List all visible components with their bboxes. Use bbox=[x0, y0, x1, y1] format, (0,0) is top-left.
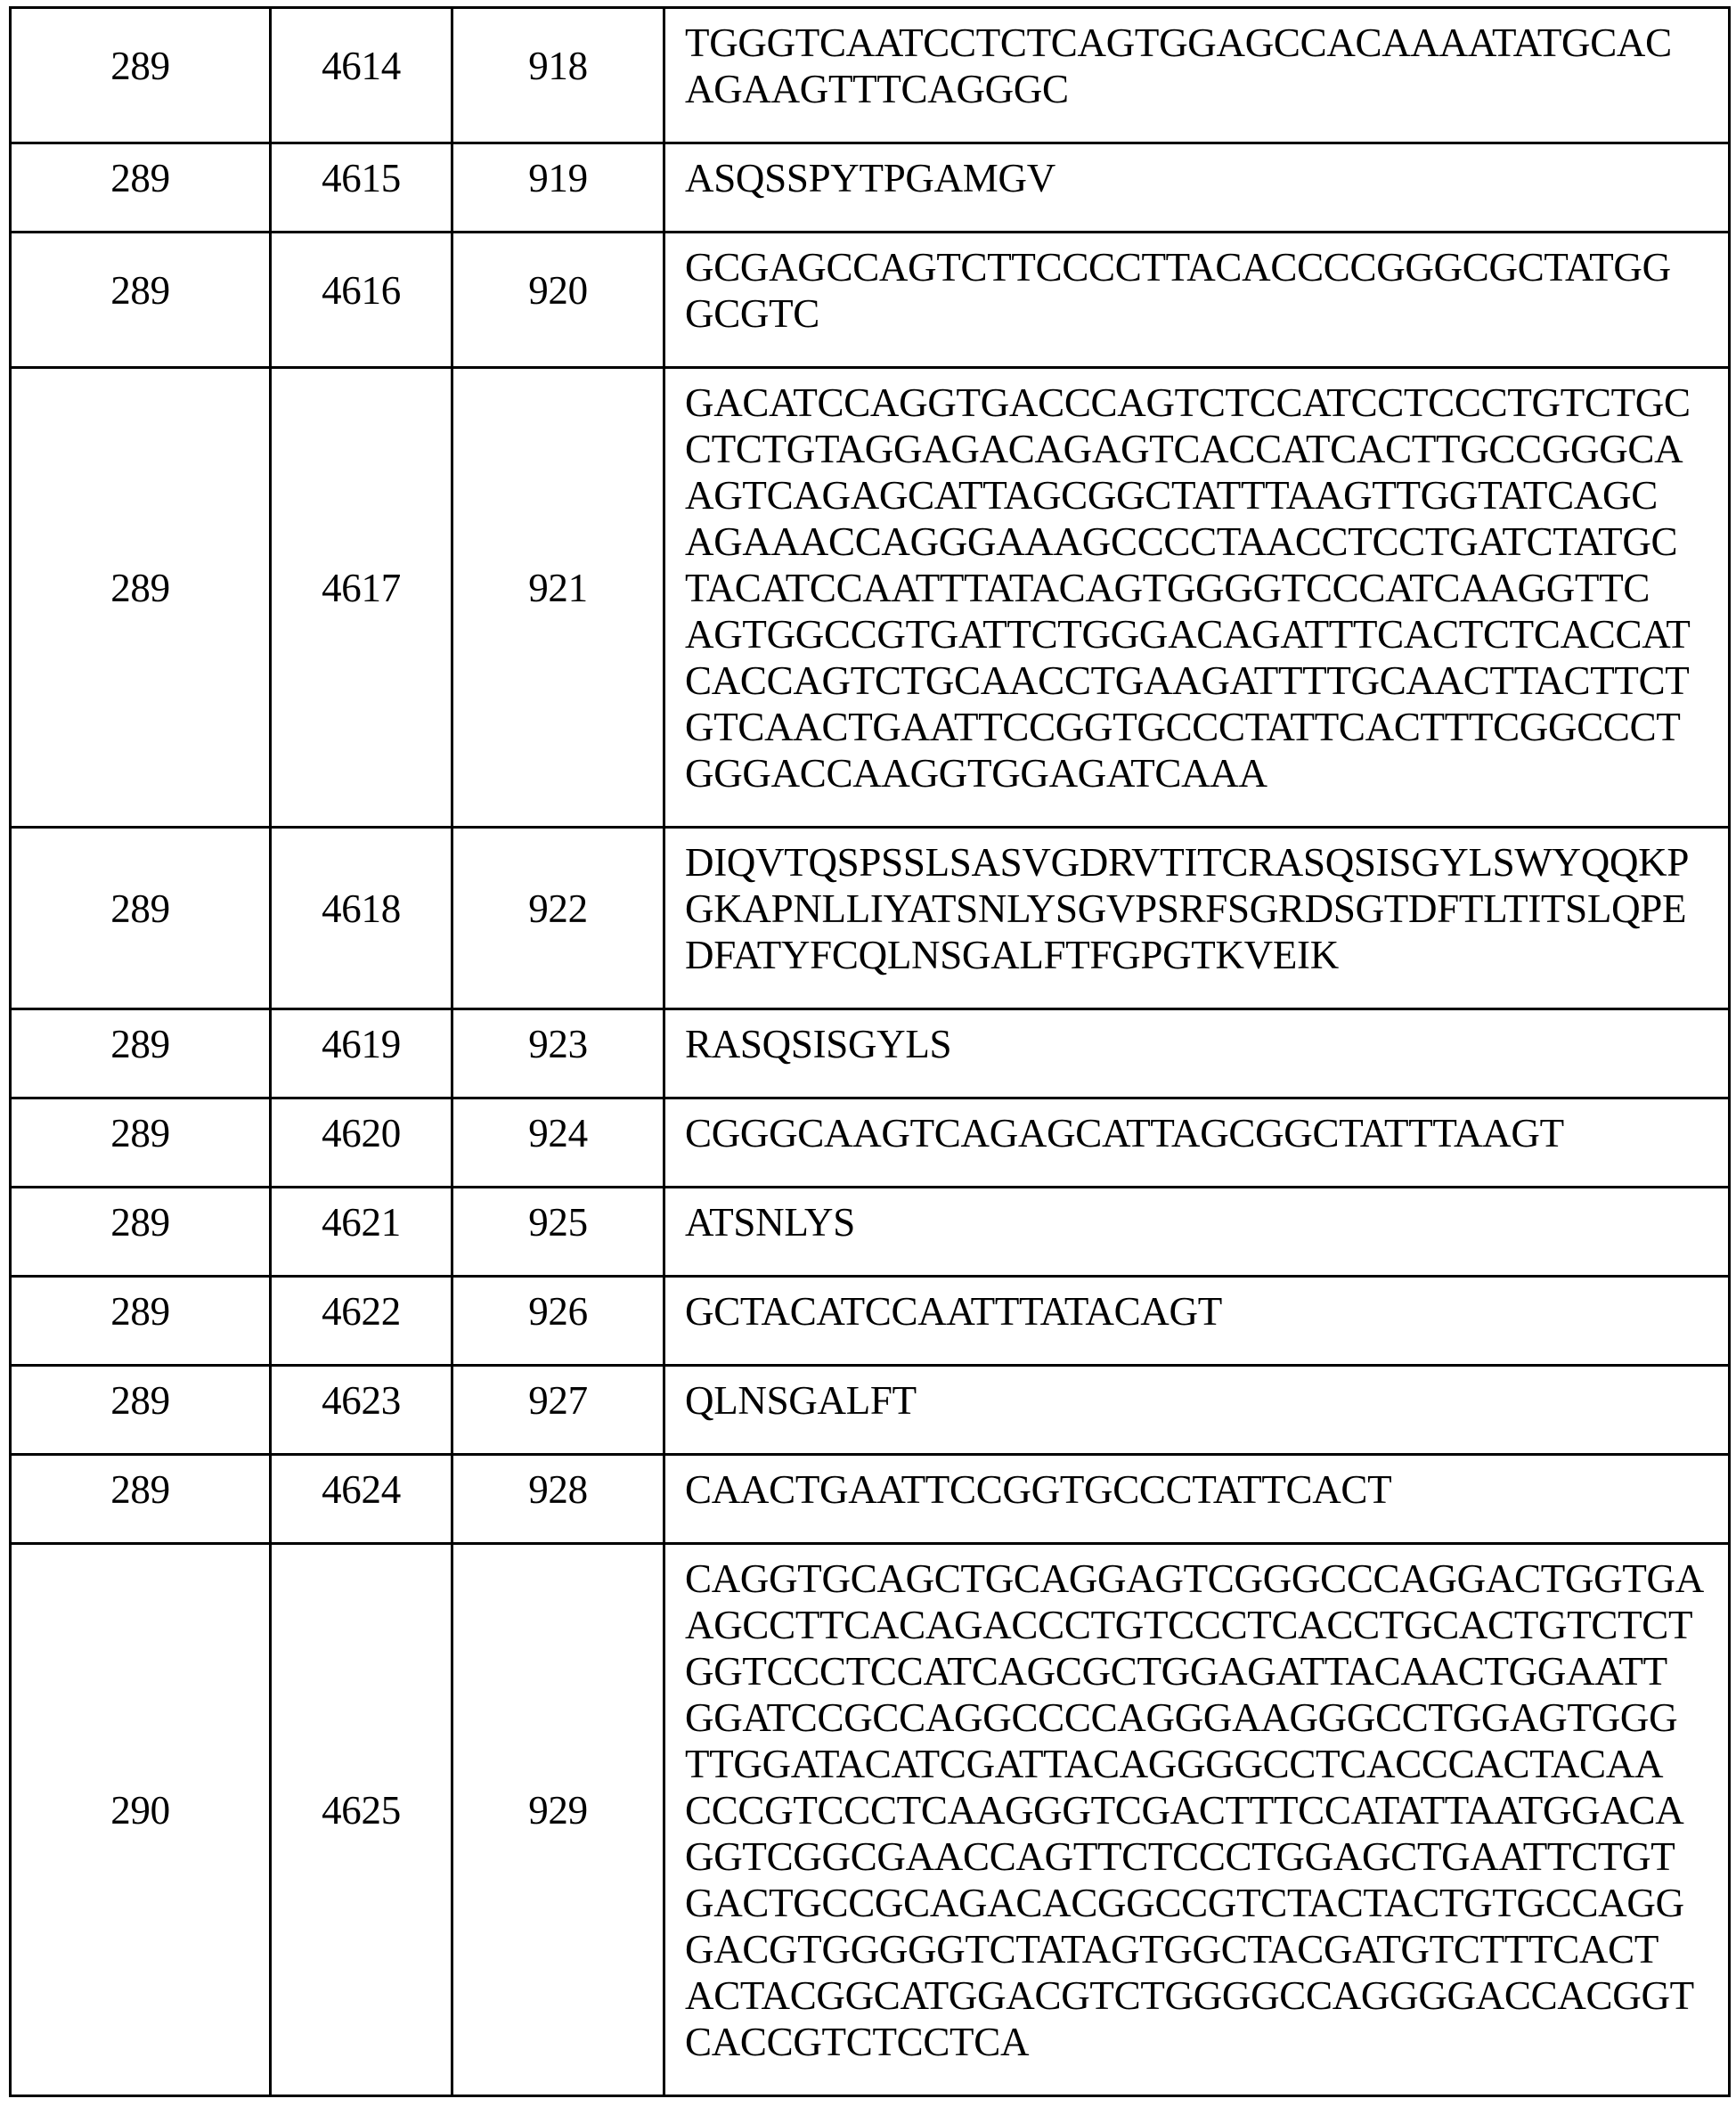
sequence-line: GGGACCAAGGTGGAGATCAAA bbox=[685, 750, 1723, 796]
sequence-line: DIQVTQSPSSLSASVGDRVTITCRASQSISGYLSWYQQKP bbox=[685, 839, 1723, 886]
cell-value: 289 bbox=[12, 1199, 269, 1245]
cell-col3 bbox=[452, 1366, 664, 1455]
cell-col1 bbox=[11, 1098, 271, 1188]
cell-value: 4615 bbox=[272, 155, 451, 201]
cell-col1 bbox=[11, 828, 271, 1009]
sequence-line: CTCTGTAGGAGACAGAGTCACCATCACTTGCCGGGCA bbox=[685, 426, 1723, 472]
cell-value: 289 bbox=[12, 267, 269, 314]
sequence-line: GKAPNLLIYATSNLYSGVPSRFSGRDSGTDFTLTITSLQPE bbox=[685, 886, 1723, 932]
sequence-line: GTCAACTGAATTCCGGTGCCCTATTCACTTTCGGCCCT bbox=[685, 704, 1723, 750]
cell-value: 4614 bbox=[272, 43, 451, 89]
cell-sequence bbox=[664, 368, 1730, 828]
cell-sequence bbox=[664, 1455, 1730, 1544]
cell-col1 bbox=[11, 1009, 271, 1098]
sequence-line: AGAAACCAGGGAAAGCCCCTAACCTCCTGATCTATGC bbox=[685, 519, 1723, 565]
cell-col1 bbox=[11, 1366, 271, 1455]
cell-sequence bbox=[664, 1277, 1730, 1366]
cell-value: 289 bbox=[12, 155, 269, 201]
sequence-line: CACCGTCTCCTCA bbox=[685, 2019, 1723, 2065]
cell-col1 bbox=[11, 143, 271, 233]
sequence-line: ACTACGGCATGGACGTCTGGGGCCAGGGGACCACGGT bbox=[685, 1972, 1723, 2019]
cell-value: 289 bbox=[12, 1466, 269, 1513]
cell-col2 bbox=[271, 1098, 452, 1188]
table-row bbox=[11, 233, 1730, 368]
sequence-line: CCCGTCCCTCAAGGGTCGACTTTCCATATTAATGGACA bbox=[685, 1787, 1723, 1833]
sequence-line: AGCCTTCACAGACCCTGTCCCTCACCTGCACTGTCTCT bbox=[685, 1602, 1723, 1648]
cell-value: 922 bbox=[453, 886, 663, 932]
cell-sequence bbox=[664, 1098, 1730, 1188]
cell-value: 921 bbox=[453, 565, 663, 611]
cell-value: 925 bbox=[453, 1199, 663, 1245]
cell-col3 bbox=[452, 1544, 664, 2096]
table-row bbox=[11, 143, 1730, 233]
cell-sequence bbox=[664, 143, 1730, 233]
sequence-line: GCGAGCCAGTCTTCCCCTTACACCCCGGGCGCTATGG bbox=[685, 244, 1723, 290]
cell-col3 bbox=[452, 1455, 664, 1544]
cell-sequence bbox=[664, 1009, 1730, 1098]
sequence-line: GCGTC bbox=[685, 290, 1723, 337]
cell-value: 928 bbox=[453, 1466, 663, 1513]
cell-col2 bbox=[271, 828, 452, 1009]
sequence-line: TTGGATACATCGATTACAGGGGCCTCACCCACTACAA bbox=[685, 1741, 1723, 1787]
cell-col3 bbox=[452, 368, 664, 828]
cell-value: 4617 bbox=[272, 565, 451, 611]
table-row bbox=[11, 828, 1730, 1009]
cell-col2 bbox=[271, 1455, 452, 1544]
sequence-line: GACATCCAGGTGACCCAGTCTCCATCCTCCCTGTCTGC bbox=[685, 380, 1723, 426]
cell-col2 bbox=[271, 8, 452, 143]
cell-value: 923 bbox=[453, 1021, 663, 1067]
cell-value: 920 bbox=[453, 267, 663, 314]
cell-value: 4620 bbox=[272, 1110, 451, 1156]
cell-col3 bbox=[452, 828, 664, 1009]
sequence-line: GACGTGGGGGTCTATAGTGGCTACGATGTCTTTCACT bbox=[685, 1926, 1723, 1972]
table-row bbox=[11, 1098, 1730, 1188]
sequence-line: ASQSSPYTPGAMGV bbox=[685, 155, 1723, 201]
cell-value: 289 bbox=[12, 1110, 269, 1156]
table-row bbox=[11, 1455, 1730, 1544]
sequence-table bbox=[9, 6, 1731, 2097]
table-row bbox=[11, 1544, 1730, 2096]
cell-value: 4622 bbox=[272, 1288, 451, 1335]
sequence-line: CACCAGTCTGCAACCTGAAGATTTTGCAACTTACTTCT bbox=[685, 657, 1723, 704]
cell-value: 4619 bbox=[272, 1021, 451, 1067]
cell-value: 4616 bbox=[272, 267, 451, 314]
sequence-line: GGATCCGCCAGGCCCCAGGGAAGGGCCTGGAGTGGG bbox=[685, 1694, 1723, 1741]
sequence-line: AGTCAGAGCATTAGCGGCTATTTAAGTTGGTATCAGC bbox=[685, 472, 1723, 519]
sequence-line: CAGGTGCAGCTGCAGGAGTCGGGCCCAGGACTGGTGA bbox=[685, 1556, 1723, 1602]
table-row bbox=[11, 368, 1730, 828]
cell-value: 929 bbox=[453, 1787, 663, 1833]
cell-value: 927 bbox=[453, 1377, 663, 1424]
cell-col3 bbox=[452, 233, 664, 368]
sequence-line: AGAAGTTTCAGGGC bbox=[685, 66, 1723, 112]
cell-col2 bbox=[271, 143, 452, 233]
cell-col2 bbox=[271, 233, 452, 368]
cell-value: 918 bbox=[453, 43, 663, 89]
sequence-line: RASQSISGYLS bbox=[685, 1021, 1723, 1067]
cell-sequence bbox=[664, 8, 1730, 143]
cell-value: 289 bbox=[12, 886, 269, 932]
cell-col1 bbox=[11, 1544, 271, 2096]
cell-sequence bbox=[664, 828, 1730, 1009]
cell-col3 bbox=[452, 1098, 664, 1188]
cell-sequence bbox=[664, 1366, 1730, 1455]
sequence-line: CGGGCAAGTCAGAGCATTAGCGGCTATTTAAGT bbox=[685, 1110, 1723, 1156]
cell-value: 289 bbox=[12, 565, 269, 611]
cell-col1 bbox=[11, 1277, 271, 1366]
cell-value: 290 bbox=[12, 1787, 269, 1833]
table-row bbox=[11, 1188, 1730, 1277]
sequence-line: DFATYFCQLNSGALFTFGPGTKVEIK bbox=[685, 932, 1723, 978]
table-row bbox=[11, 8, 1730, 143]
cell-col1 bbox=[11, 233, 271, 368]
cell-col2 bbox=[271, 1544, 452, 2096]
cell-value: 289 bbox=[12, 43, 269, 89]
cell-sequence bbox=[664, 1544, 1730, 2096]
cell-col2 bbox=[271, 368, 452, 828]
cell-sequence bbox=[664, 233, 1730, 368]
cell-value: 919 bbox=[453, 155, 663, 201]
sequence-line: ATSNLYS bbox=[685, 1199, 1723, 1245]
cell-sequence bbox=[664, 1188, 1730, 1277]
cell-value: 4618 bbox=[272, 886, 451, 932]
table-row bbox=[11, 1009, 1730, 1098]
sequence-line: TACATCCAATTTATACAGTGGGGTCCCATCAAGGTTC bbox=[685, 565, 1723, 611]
sequence-line: GGTCCCTCCATCAGCGCTGGAGATTACAACTGGAATT bbox=[685, 1648, 1723, 1694]
sequence-line: GGTCGGCGAACCAGTTCTCCCTGGAGCTGAATTCTGT bbox=[685, 1833, 1723, 1880]
table-row bbox=[11, 1366, 1730, 1455]
cell-value: 4625 bbox=[272, 1787, 451, 1833]
sequence-line: CAACTGAATTCCGGTGCCCTATTCACT bbox=[685, 1466, 1723, 1513]
sequence-line: GCTACATCCAATTTATACAGT bbox=[685, 1288, 1723, 1335]
cell-col2 bbox=[271, 1366, 452, 1455]
cell-col1 bbox=[11, 1188, 271, 1277]
table-row bbox=[11, 1277, 1730, 1366]
cell-value: 924 bbox=[453, 1110, 663, 1156]
sequence-line: AGTGGCCGTGATTCTGGGACAGATTTCACTCTCACCAT bbox=[685, 611, 1723, 657]
cell-value: 926 bbox=[453, 1288, 663, 1335]
cell-col1 bbox=[11, 8, 271, 143]
cell-col2 bbox=[271, 1188, 452, 1277]
cell-value: 289 bbox=[12, 1288, 269, 1335]
cell-col3 bbox=[452, 8, 664, 143]
cell-col3 bbox=[452, 1277, 664, 1366]
cell-col3 bbox=[452, 1188, 664, 1277]
sequence-line: QLNSGALFT bbox=[685, 1377, 1723, 1424]
sequence-line: TGGGTCAATCCTCTCAGTGGAGCCACAAAATATGCAC bbox=[685, 20, 1723, 66]
cell-col2 bbox=[271, 1009, 452, 1098]
cell-value: 4621 bbox=[272, 1199, 451, 1245]
cell-col2 bbox=[271, 1277, 452, 1366]
sequence-table-body bbox=[11, 8, 1730, 2096]
cell-value: 289 bbox=[12, 1377, 269, 1424]
sequence-line: GACTGCCGCAGACACGGCCGTCTACTACTGTGCCAGG bbox=[685, 1880, 1723, 1926]
cell-col1 bbox=[11, 1455, 271, 1544]
cell-value: 4624 bbox=[272, 1466, 451, 1513]
cell-col3 bbox=[452, 143, 664, 233]
cell-col1 bbox=[11, 368, 271, 828]
cell-value: 289 bbox=[12, 1021, 269, 1067]
cell-col3 bbox=[452, 1009, 664, 1098]
cell-value: 4623 bbox=[272, 1377, 451, 1424]
